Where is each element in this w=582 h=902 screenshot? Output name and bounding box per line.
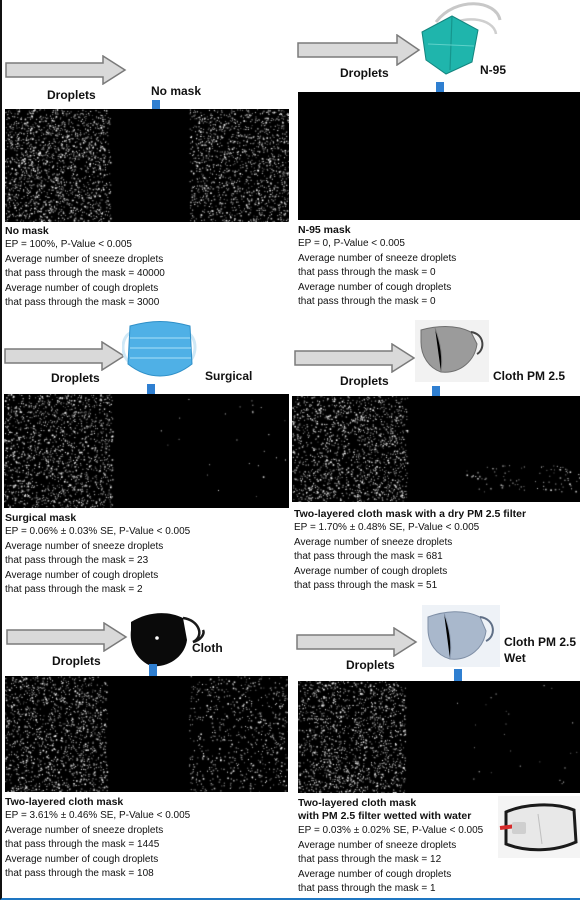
droplet-image: [5, 109, 289, 222]
droplets-label: Droplets: [52, 654, 101, 668]
mask-label: No mask: [151, 84, 202, 98]
droplets-arrow-icon: [4, 341, 126, 371]
mask-label: Cloth: [192, 641, 223, 655]
panel-title: Two-layered cloth mask: [5, 796, 124, 808]
panel-title: Two-layered cloth mask with a dry PM 2.5 filter: [294, 508, 527, 520]
droplet-screen: [5, 109, 289, 222]
droplet-screen: [5, 676, 288, 792]
mask-label: Surgical: [205, 369, 253, 383]
mask-label: Cloth PM 2.5 Wet: [504, 635, 577, 665]
droplets-label: Droplets: [340, 66, 389, 80]
panel-title: Two-layered cloth mask with PM 2.5 filter wetted with water: [298, 797, 472, 822]
result-text: EP = 1.70% ± 0.48% SE, P-Value < 0.005 Average number of sneeze droplets that pass through the mask = 681 Average number of cough droplets that pass through the mask = 51: [294, 522, 480, 592]
droplets-label: Droplets: [47, 88, 96, 102]
droplets-arrow-icon: [294, 343, 416, 373]
droplet-screen: [292, 396, 580, 502]
droplets-arrow-icon: [296, 627, 418, 657]
blue-grey-cloth-mask-icon: [422, 605, 500, 667]
result-text: EP = 100%, P-Value < 0.005 Average number of sneeze droplets that pass through the mask = 40000 Average number of cough droplets that pass through the mask = 3000: [5, 239, 165, 309]
result-text: EP = 3.61% ± 0.46% SE, P-Value < 0.005 Average number of sneeze droplets that pass through the mask = 1445 Average number of cough droplets that pass through the mask = 108: [5, 810, 191, 880]
droplets-arrow-icon: [6, 622, 128, 652]
droplets-label: Droplets: [346, 658, 395, 672]
result-text: EP = 0.06% ± 0.03% SE, P-Value < 0.005 Average number of sneeze droplets that pass through the mask = 23 Average number of cough droplets that pass through the mask = 2: [5, 526, 191, 596]
droplets-label: Droplets: [51, 371, 100, 385]
droplets-label: Droplets: [340, 374, 389, 388]
droplets-arrow-icon: [5, 55, 127, 85]
panel-title: No mask: [5, 225, 49, 237]
result-text: EP = 0.03% ± 0.02% SE, P-Value < 0.005 Average number of sneeze droplets that pass through the mask = 12 Average number of cough droplets that pass through the mask = 1: [298, 825, 484, 895]
filter-wetting-photo-icon: [498, 796, 580, 858]
droplet-screen: [4, 394, 289, 508]
droplet-image: [298, 681, 580, 793]
mask-label: Cloth PM 2.5: [493, 369, 566, 383]
droplet-image: [4, 394, 289, 508]
droplet-image: [298, 92, 580, 220]
black-cloth-mask-icon: [127, 610, 205, 670]
droplet-screen: [298, 681, 580, 793]
panel-title: Surgical mask: [5, 512, 77, 524]
grey-cloth-mask-icon: [415, 320, 489, 382]
result-text: EP = 0, P-Value < 0.005 Average number of sneeze droplets that pass through the mask = 0 Average number of cough droplets that pass through the mask = 0: [298, 238, 457, 308]
mask-label: N-95: [480, 63, 507, 77]
droplet-image: [5, 676, 288, 792]
droplet-image: [292, 396, 580, 502]
droplets-arrow-icon: [297, 34, 421, 66]
droplet-screen: [298, 92, 580, 220]
surgical-mask-icon: [122, 318, 198, 382]
panel-title: N-95 mask: [298, 224, 351, 236]
